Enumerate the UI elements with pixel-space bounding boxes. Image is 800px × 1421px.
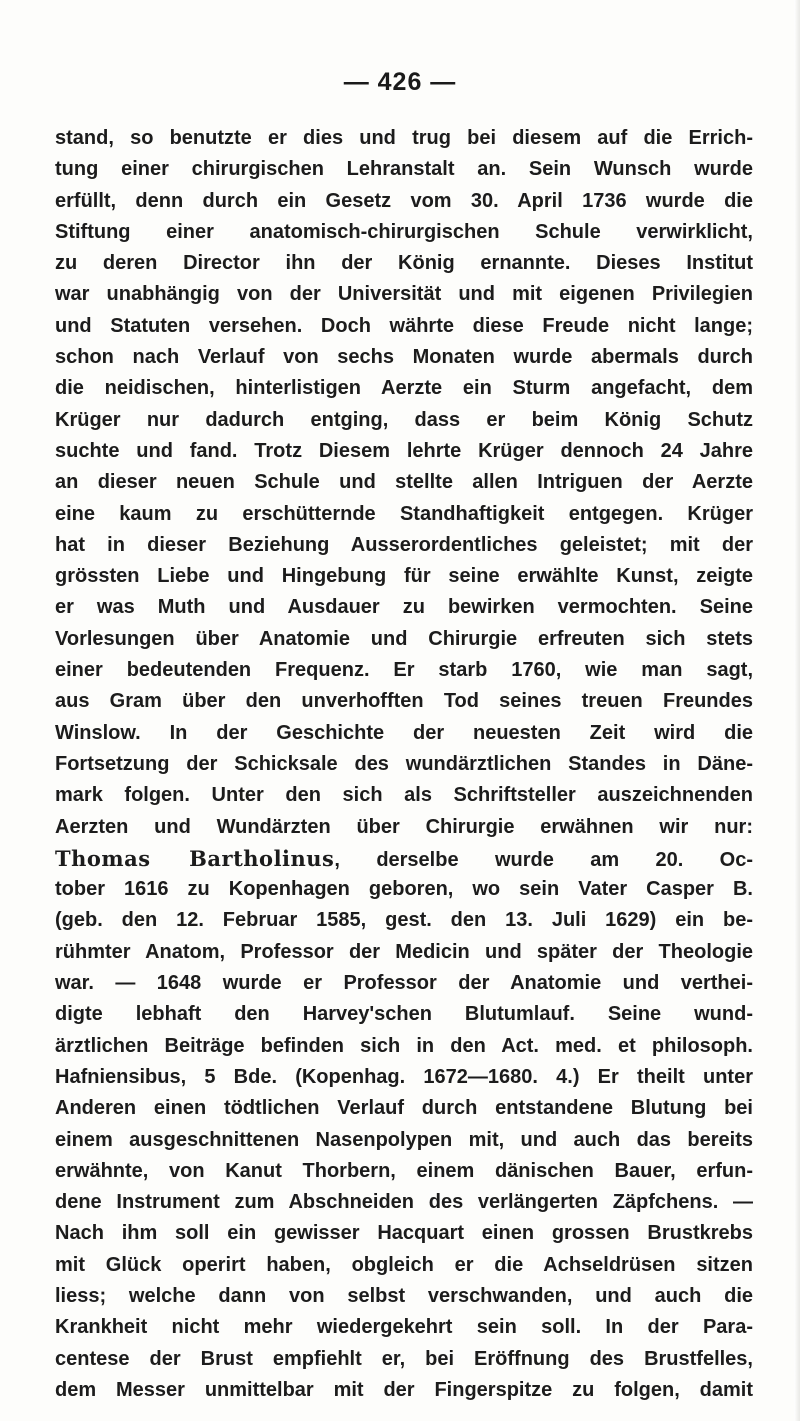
text-line: dene Instrument zum Abschneiden des verlängerten Zäpfchens. —	[55, 1191, 753, 1214]
text-line: war. — 1648 wurde er Professor der Anatomie und verthei-	[55, 972, 753, 995]
page-edge	[794, 0, 800, 1421]
text-line: mark folgen. Unter den sich als Schriftsteller auszeichnenden	[55, 784, 753, 807]
text-line: erfüllt, denn durch ein Gesetz vom 30. April 1736 wurde die	[55, 189, 753, 212]
person-name-heading: Thomas Bartholinus	[55, 845, 335, 871]
text-line: eine kaum zu erschütternde Standhaftigkeit entgegen. Krüger	[55, 502, 753, 525]
text-line: (geb. den 12. Februar 1585, gest. den 13. Juli 1629) ein be-	[55, 909, 753, 932]
text-line: rühmter Anatom, Professor der Medicin und später der Theologie	[55, 940, 753, 963]
text-line: Fortsetzung der Schicksale des wundärztlichen Standes in Däne-	[55, 752, 753, 775]
text-line: zu deren Director ihn der König ernannte. Dieses Institut	[55, 252, 753, 275]
text-line: aus Gram über den unverhofften Tod seines treuen Freundes	[55, 690, 753, 713]
text-line: einer bedeutenden Frequenz. Er starb 1760, wie man sagt,	[55, 659, 753, 682]
text-line: und Statuten versehen. Doch währte diese Freude nicht lange;	[55, 314, 753, 337]
text-line: tober 1616 zu Kopenhagen geboren, wo sein Vater Casper B.	[55, 878, 753, 901]
text-line: die neidischen, hinterlistigen Aerzte ein Sturm angefacht, dem	[55, 377, 753, 400]
text-line: Winslow. In der Geschichte der neuesten Zeit wird die	[55, 721, 753, 744]
text-line: liess; welche dann von selbst verschwanden, und auch die	[55, 1284, 753, 1307]
text-line: Hafniensibus, 5 Bde. (Kopenhag. 1672—1680. 4.) Er theilt unter	[55, 1065, 753, 1088]
text-line: Krüger nur dadurch entging, dass er beim König Schutz	[55, 408, 753, 431]
text-line: Vorlesungen über Anatomie und Chirurgie erfreuten sich stets	[55, 627, 753, 650]
text-line-name-heading: Thomas Bartholinus, derselbe wurde am 20. Oc-	[55, 845, 753, 871]
text-line: centese der Brust empfiehlt er, bei Eröffnung des Brustfelles,	[55, 1347, 753, 1370]
text-line: suchte und fand. Trotz Diesem lehrte Krüger dennoch 24 Jahre	[55, 439, 753, 462]
text-line: Aerzten und Wundärzten über Chirurgie erwähnen wir nur:	[55, 815, 753, 838]
text-line: grössten Liebe und Hingebung für seine erwählte Kunst, zeigte	[55, 565, 753, 588]
text-line: mit Glück operirt haben, obgleich er die Achseldrüsen sitzen	[55, 1253, 753, 1276]
text-line: hat in dieser Beziehung Ausserordentliches geleistet; mit der	[55, 533, 753, 556]
text-line: war unabhängig von der Universität und mit eigenen Privilegien	[55, 283, 753, 306]
text-line: Anderen einen tödtlichen Verlauf durch entstandene Blutung bei	[55, 1097, 753, 1120]
text-line: schon nach Verlauf von sechs Monaten wurde abermals durch	[55, 346, 753, 369]
text-line: stand, so benutzte er dies und trug bei diesem auf die Errich-	[55, 127, 753, 149]
text-line: Krankheit nicht mehr wiedergekehrt sein soll. In der Para-	[55, 1316, 753, 1339]
text-line: erwähnte, von Kanut Thorbern, einem dänischen Bauer, erfun-	[55, 1159, 753, 1182]
text-line: digte lebhaft den Harvey'schen Blutumlauf. Seine wund-	[55, 1003, 753, 1026]
text-line: ärztlichen Beiträge befinden sich in den Act. med. et philosoph.	[55, 1034, 753, 1057]
text-line: er was Muth und Ausdauer zu bewirken vermochten. Seine	[55, 596, 753, 619]
text-line: Stiftung einer anatomisch-chirurgischen Schule verwirklicht,	[55, 220, 753, 243]
body-text	[55, 123, 753, 1406]
text-line: dem Messer unmittelbar mit der Fingerspitze zu folgen, damit	[55, 1378, 753, 1401]
text-line: einem ausgeschnittenen Nasenpolypen mit, und auch das bereits	[55, 1128, 753, 1151]
page-number: — 426 —	[343, 68, 457, 96]
text-line: Nach ihm soll ein gewisser Hacquart einen grossen Brustkrebs	[55, 1222, 753, 1245]
text-line: tung einer chirurgischen Lehranstalt an. Sein Wunsch wurde	[55, 158, 753, 181]
text-line: an dieser neuen Schule und stellte allen Intriguen der Aerzte	[55, 471, 753, 494]
